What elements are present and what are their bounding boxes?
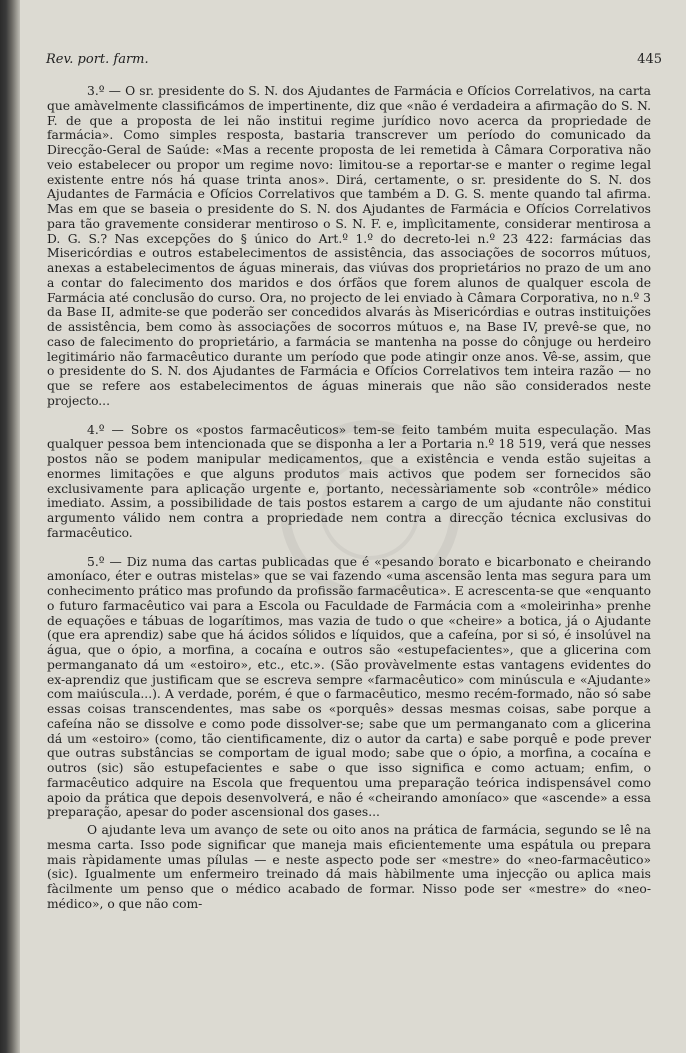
document-page bbox=[20, 0, 686, 1053]
paragraph-ajudante: O ajudante leva um avanço de sete ou oito anos na prática de farmácia, segundo se lê na mesma carta. Isso pode significar que maneja mais eficientemente uma espátula ou prepara mais ràpidamente umas pílulas — e neste aspecto pode ser «mestre» do «neo-farmacêutico» (sic). Igualmente um enfermeiro treinado dá mais hàbilmente uma injecção ou aplica mais fàcilmente um penso que o médico acabado de formar. Nisso pode ser «mestre» do «neo-médico», o que não com- bbox=[47, 823, 651, 911]
page-number: 445 bbox=[637, 52, 662, 67]
paragraph-item-4: 4.º — Sobre os «postos farmacêuticos» tem-se feito também muita especulação. Mas qualquer pessoa bem intencionada que se disponha a ler a Portaria n.º 18 519, verá que nesses postos não se podem manipular medicamentos, que a existência e venda estão sujeitas a enormes limitações e que alguns produtos mais activos que podem ser fornecidos são exclusivamente para aplicação urgente e, portanto, necessàriamente sob «contrôle» médico imediato. Assim, a possibilidade de tais postos estarem a cargo de um ajudante não constitui argumento válido nem contra a propriedade nem contra a direcção técnica exclusivas do farmacêutico. bbox=[47, 422, 651, 540]
paragraph-item-5: 5.º — Diz numa das cartas publicadas que é «pesando borato e bicarbonato e cheirando amoníaco, éter e outras mistelas» que se vai fazendo «uma ascensão lenta mas segura para um conhecimento prático mas profundo da profissão farmacêutica». E acrescenta-se que «enquanto o futuro farmacêutico vai para a Escola ou Faculdade de Farmácia com a «moleirinha» prenhe de equações e tábuas de logarítimos, mas vazia de tudo o que «cheire» a botica, já o Ajudante (que era aprendiz) sabe que há ácidos sólidos e líquidos, que a cafeína, por si só, é insolúvel na água, que o ópio, a morfina, a cocaína e outros são «estupefacientes», que a glicerina com permanganato dá um «estoiro», etc., etc.». (São provàvelmente estas vantagens evidentes do ex-aprendiz que justificam que se escreva sempre «farmacêutico» com minúscula e «Ajudante» com maiúscula...). A verdade, porém, é que o farmacêutico, mesmo recém-formado, não só sabe essas coisas transcendentes, mas sabe os «porquês» dessas mesmas coisas, sabe porque a cafeína não se dissolve e como pode dissolver-se; sabe que um permanganato com a glicerina dá um «estoiro» (como, tão cientificamente, diz o autor da carta) e sabe porquê e pode prever que outras substâncias se comportam de igual modo; sabe que o ópio, a morfina, a cocaína e outros (sic) são estupefacientes e sabe o que isso significa e como actuam; enfim, o farmacêutico adquire na Escola que frequentou uma preparação teórica indispensável como apoio da prática que depois desenvolverá, e não é «cheirando amoníaco» que «ascende» a essa preparação, apesar do poder ascensional dos gases... bbox=[47, 554, 651, 820]
journal-title: Rev. port. farm. bbox=[46, 52, 149, 67]
article-body bbox=[47, 84, 651, 912]
running-header bbox=[46, 52, 662, 72]
paragraph-item-3: 3.º — O sr. presidente do S. N. dos Ajudantes de Farmácia e Ofícios Correlativos, na carta que amàvelmente classificámos de impertinente, diz que «não é verdadeira a afirmação do S. N. F. de que a proposta de lei não institui regime jurídico novo acerca da propriedade de farmácia». Como simples resposta, bastaria transcrever um período do comunicado da Direcção-Geral de Saúde: «Mas a recente proposta de lei remetida à Câmara Corporativa não veio estabelecer ou propor um regime novo: limitou-se a reportar-se e manter o regime legal existente entre nós há quase trinta anos». Dirá, certamente, o sr. presidente do S. N. dos Ajudantes de Farmácia e Ofícios Correlativos que também a D. G. S. mente quando tal afirma. Mas em que se baseia o presidente do S. N. dos Ajudantes de Farmácia e Ofícios Correlativos para tão gravemente considerar mentiroso o S. N. F. e, implìcitamente, considerar mentirosa a D. G. S.? Nas excepções do § único do Art.º 1.º do decreto-lei n.º 23 422: farmácias das Misericórdias e outros estabelecimentos de assistência, das associações de socorros mútuos, anexas a estabelecimentos de águas minerais, das viúvas dos proprietários no prazo de um ano a contar do falecimento dos maridos e dos órfãos que forem alunos de qualquer escola de Farmácia até conclusão do curso. Ora, no projecto de lei enviado à Câmara Corporativa, no n.º 3 da Base II, admite-se que poderão ser concedidos alvarás às Misericórdias e outras instituições de assistência, bem como às associações de socorros mútuos e, na Base IV, prevê-se que, no caso de falecimento do proprietário, a farmácia se mantenha na posse do cônjuge ou herdeiro legitimário não farmacêutico durante um período que pode atingir onze anos. Vê-se, assim, que o presidente do S. N. dos Ajudantes de Farmácia e Ofícios Correlativos tem inteira razão — no que se refere aos estabelecimentos de águas minerais que não são considerados neste projecto... bbox=[47, 84, 651, 408]
scan-binding-edge bbox=[0, 0, 20, 1053]
